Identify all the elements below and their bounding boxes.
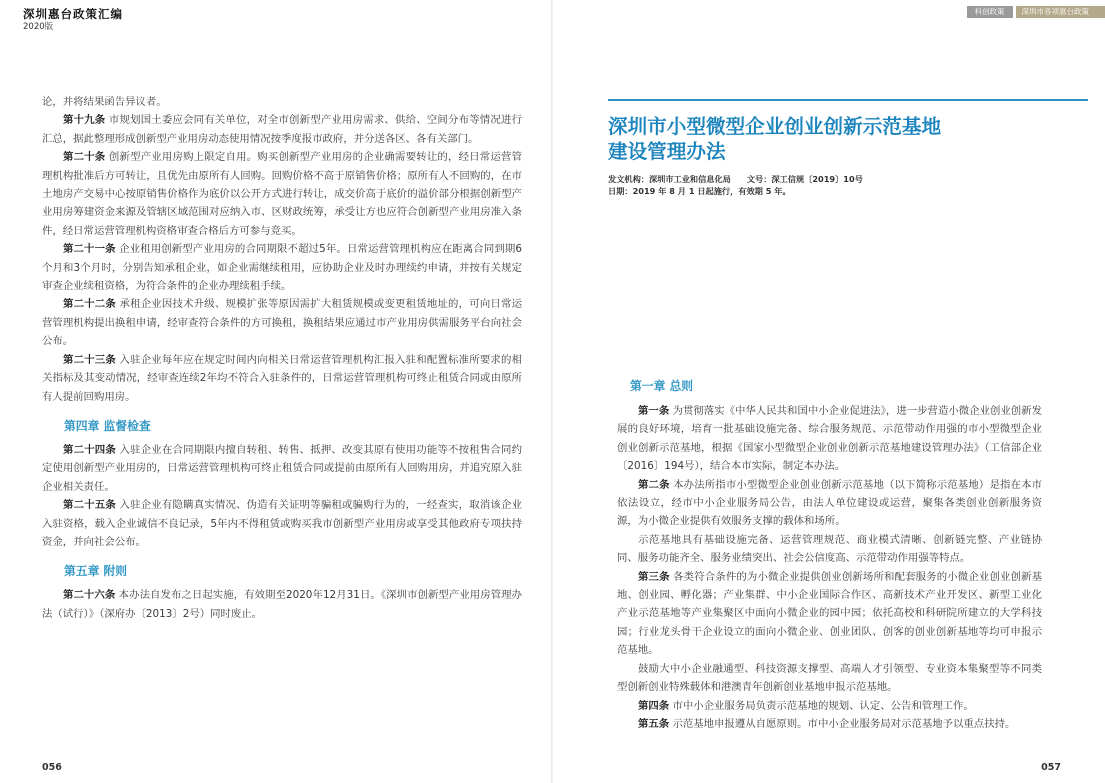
article-text: 本办法自发布之日起实施，有效期至2020年12月31日。《深圳市创新型产业用房管理办法（试行）》（深府办〔2013〕2号）同时废止。: [42, 589, 523, 620]
article-label: 第二十二条: [63, 298, 116, 311]
article-2: [617, 476, 1042, 531]
article-4: [617, 697, 1042, 715]
article-5: [617, 715, 1042, 733]
article-text: 示范基地申报遵从自愿原则。市中小企业服务局对示范基地予以重点扶持。: [672, 717, 1016, 730]
article-text: 入驻企业每年应在规定时间内向相关日常运营管理机构汇报入驻和配置标准所要求的相关指标及其变动情况，经审查连续2年均不符合入驻条件的，日常运营管理机构可终止租赁合同或由原所有人提前回购用房。: [42, 353, 523, 403]
chapter-heading: 第四章 监督检查: [64, 418, 151, 433]
book-title: 深圳惠台政策汇编: [23, 7, 123, 21]
article-label: 第二十三条: [63, 353, 116, 366]
article-text: 各类符合条件的为小微企业提供创业创新场所和配套服务的小微企业创业创新基地、创业园、孵化器；产业集群、中小企业国际合作区、高新技术产业开发区、新型工业化产业示范基地等产业集聚区中面向小微企业的园中园；依托高校和科研院所建立的大学科技园；行业龙头骨干企业设立的面向小微企业、创业团队、创客的创业创新基地等均可申报示范基地。: [617, 570, 1043, 657]
article-text: 市中小企业服务局负责示范基地的规划、认定、公告和管理工作。: [672, 699, 974, 712]
left-body: [42, 93, 522, 623]
issuer: 发文机构：深圳市工业和信息化局: [608, 174, 731, 184]
chapter-heading: 第五章 附则: [64, 564, 128, 579]
page-number: 056: [42, 762, 62, 773]
title-line: 深圳市小型微型企业创业创新示范基地: [608, 115, 942, 138]
book-year: 2020版: [23, 22, 54, 32]
document-meta-date: 日期：2019 年 8 月 1 日起施行，有效期 5 年。: [608, 186, 791, 196]
article-label: 第二十一条: [63, 243, 116, 256]
article-text: 入驻企业在合同期限内擅自转租、转售、抵押、改变其原有使用功能等不按租售合同约定使用创新型产业用房的，日常运营管理机构可终止租赁合同或提前由原所有人回购用房，并追究原入驻企业相关责任。: [42, 443, 523, 493]
article-text: 企业租用创新型产业用房的合同期限不超过5年。日常运营管理机构应在距离合同到期6个月和3个月时，分别告知承租企业，如企业需继续租用，应协助企业及时办理续约申请，并按有关规定审查企业续租资格，为符合条件的企业办理续租手续。: [42, 243, 523, 293]
article-25: [42, 496, 522, 551]
tab-shenzhen-policies: 深圳市各项惠台政策: [1016, 6, 1105, 18]
chapter-heading: 第一章 总则: [630, 379, 694, 393]
article-26: [42, 586, 522, 623]
article-label: 第二条: [638, 478, 670, 491]
paragraph: 论，并将结果函告异议者。: [42, 96, 167, 108]
article-22: [42, 295, 522, 350]
right-page: [552, 0, 1105, 783]
article-label: 第一条: [638, 405, 670, 417]
section-tabs: [967, 6, 1105, 18]
article-label: 第三条: [638, 570, 670, 583]
paragraph: 鼓励大中小企业融通型、科技资源支撑型、高端人才引领型、专业资本集聚型等不同类型创新创业特殊载体和港澳青年创新创业基地申报示范基地。: [617, 662, 1042, 694]
document-title: [608, 115, 1088, 164]
title-rule: [608, 99, 1088, 101]
article-text: 创新型产业用房购上限定自用。购买创新型产业用房的企业确需要转让的，经日常运营管理机构批准后方可转让，且优先由原所有人回购。回购价格不高于原销售价格；原所有人不回购的，在市土地房产交易中心按原销售价格作为底价以公开方式进行转让，成交价高于底价的溢价部分根据创新型产业用房筹建资金来源及管辖区域范围对应纳入市、区财政统筹，承受让方也应符合创新型产业用房准入条件，经日常运营管理机构资格审查合格后方可参与竞买。: [42, 151, 522, 237]
document-number: 文号：深工信规〔2019〕10号: [746, 174, 863, 184]
page-number: 057: [1041, 762, 1061, 773]
article-20: [42, 148, 522, 240]
article-label: 第二十四条: [63, 443, 116, 456]
article-text: 市规划国土委应会同有关单位，对全市创新型产业用房需求、供给、空间分布等情况进行汇总，据此整理形成创新型产业用房动态使用情况按季度报市政府，并分送各区、各有关部门。: [42, 114, 522, 145]
article-1: [617, 402, 1042, 476]
document-meta-issuer: [608, 174, 863, 185]
article-text: 承租企业因技术升级、规模扩张等原因需扩大租赁规模或变更租赁地址的，可向日常运营管理机构提出换租申请，经审查符合条件的方可换租，换租结果应通过市产业用房供需服务平台向社会公布。: [42, 298, 523, 348]
article-label: 第十九条: [63, 114, 106, 127]
article-21: [42, 240, 522, 295]
article-24: [42, 441, 522, 496]
article-label: 第五条: [638, 717, 670, 730]
article-23: [42, 351, 522, 406]
article-label: 第二十条: [63, 151, 106, 164]
tab-sci-tech-policy: 科创政策: [967, 6, 1013, 18]
article-text: 入驻企业有隐瞒真实情况、伪造有关证明等骗租或骗购行为的，一经查实，取消该企业入驻资格，载入企业诚信不良记录，5年内不得租赁或购买我市创新型产业用房或享受其他政府专项扶持资金，并向社会公布。: [42, 499, 523, 548]
right-body: [617, 379, 1043, 733]
article-19: [42, 111, 522, 148]
article-text: 为贯彻落实《中华人民共和国中小企业促进法》，进一步营造小微企业创业创新发展的良好环境，培育一批基础设施完备、综合服务规范、示范带动作用强的市小型微型企业创业创新示范基地，根据《国家小型微型企业创业创新示范基地建设管理办法》（工信部企业〔2016〕194号），结合本市实际，制定本办法。: [617, 405, 1043, 473]
article-label: 第四条: [638, 699, 670, 712]
article-3: [617, 568, 1042, 660]
left-page: [0, 0, 552, 783]
article-label: 第二十六条: [63, 589, 116, 602]
article-label: 第二十五条: [63, 499, 116, 512]
title-line: 建设管理办法: [608, 139, 726, 163]
paragraph: 示范基地具有基础设施完备、运营管理规范、商业模式清晰、创新链完整、产业链协同、服务功能齐全、服务业绩突出、社会公信度高、示范带动作用强等特点。: [617, 533, 1042, 565]
article-text: 本办法所指市小型微型企业创业创新示范基地（以下简称示范基地）是指在本市依法设立，经市中小企业服务局公告，由法人单位建设或运营，聚集各类创业创新服务资源，为小微企业提供有效服务支撑的载体和场所。: [617, 478, 1043, 528]
